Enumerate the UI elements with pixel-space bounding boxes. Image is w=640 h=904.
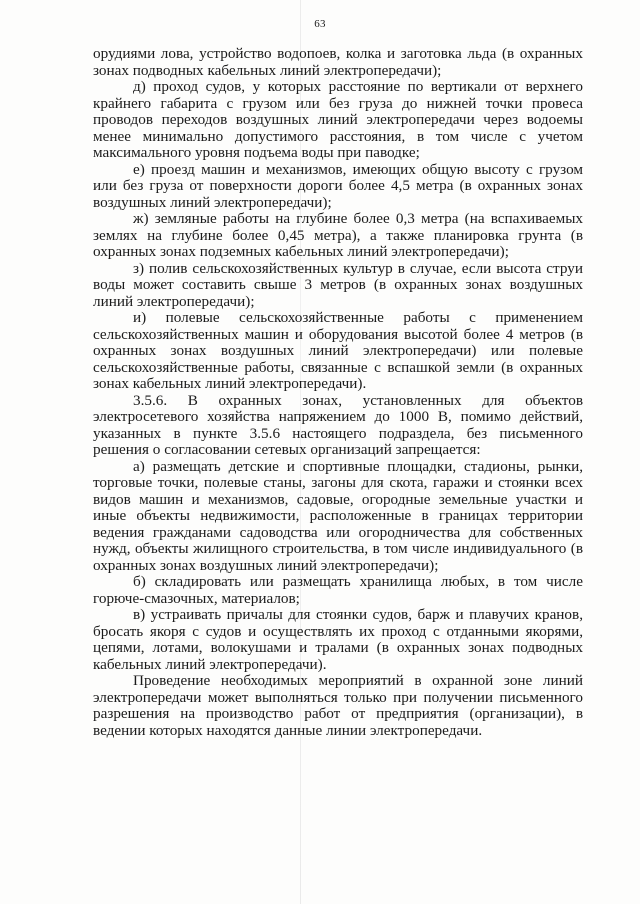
document-body: [93, 46, 583, 739]
paragraph: з) полив сельскохозяйственных культур в случае, если высота струи воды может составить свыше 3 метров (в охранных зонах воздушных линий электропередачи);: [93, 259, 583, 310]
paragraph: е) проезд машин и механизмов, имеющих общую высоту с грузом или без груза от поверхности дороги более 4,5 метра (в охранных зонах воздушных линий электропередачи);: [93, 160, 583, 211]
paragraph: Проведение необходимых мероприятий в охранной зоне линий электропередачи может выполняться только при получении письменного разрешения на производство работ от предприятия (организации), в ведении которых находятся данные линии электропередачи.: [93, 672, 583, 739]
paragraph: ж) земляные работы на глубине более 0,3 метра (на вспахиваемых землях на глубине более 0,45 метра), а также планировка грунта (в охранных зонах подземных кабельных линий электропередачи);: [93, 210, 583, 260]
paragraph: а) размещать детские и спортивные площадки, стадионы, рынки, торговые точки, полевые станы, загоны для скота, гаражи и стоянки всех видов машин и механизмов, садовые, огородные земельные участки и иные объекты недвижимости, расположенные в границах территории ведения гражданами садоводства или огородничества для собственных нужд, объекты жилищного строительства, в том числе индивидуального (в охранных зонах воздушных линий электропередачи);: [93, 457, 583, 574]
paragraph: и) полевые сельскохозяйственные работы с применением сельскохозяйственных машин и оборудования высотой более 4 метров (в охранных зонах воздушных линий электропередачи) или полевые сельскохозяйственные работы, связанные с вспашкой земли (в охранных зонах кабельных линий электропередачи).: [93, 309, 583, 392]
paragraph: 3.5.6. В охранных зонах, установленных для объектов электросетевого хозяйства напряжением до 1000 В, помимо действий, указанных в пункте 3.5.6 настоящего подраздела, без письменного решения о согласовании сетевых организаций запрещается:: [93, 391, 583, 458]
paragraph: б) складировать или размещать хранилища любых, в том числе горюче-смазочных, материалов;: [93, 573, 583, 607]
page-number: 63: [314, 18, 326, 30]
paragraph: в) устраивать причалы для стоянки судов, барж и плавучих кранов, бросать якоря с судов и осуществлять их проход с отданными якорями, цепями, лотами, волокушами и тралами (в охранных зонах подводных кабельных линий электропередачи).: [93, 606, 583, 673]
paragraph: д) проход судов, у которых расстояние по вертикали от верхнего крайнего габарита с грузом или без груза до нижней точки провеса проводов переходов воздушных линий электропередачи через водоемы менее минимально допустимого расстояния, в том числе с учетом максимального уровня подъема воды при паводке;: [93, 78, 583, 161]
paragraph: орудиями лова, устройство водопоев, колка и заготовка льда (в охранных зонах подводных кабельных линий электропередачи);: [93, 45, 583, 79]
